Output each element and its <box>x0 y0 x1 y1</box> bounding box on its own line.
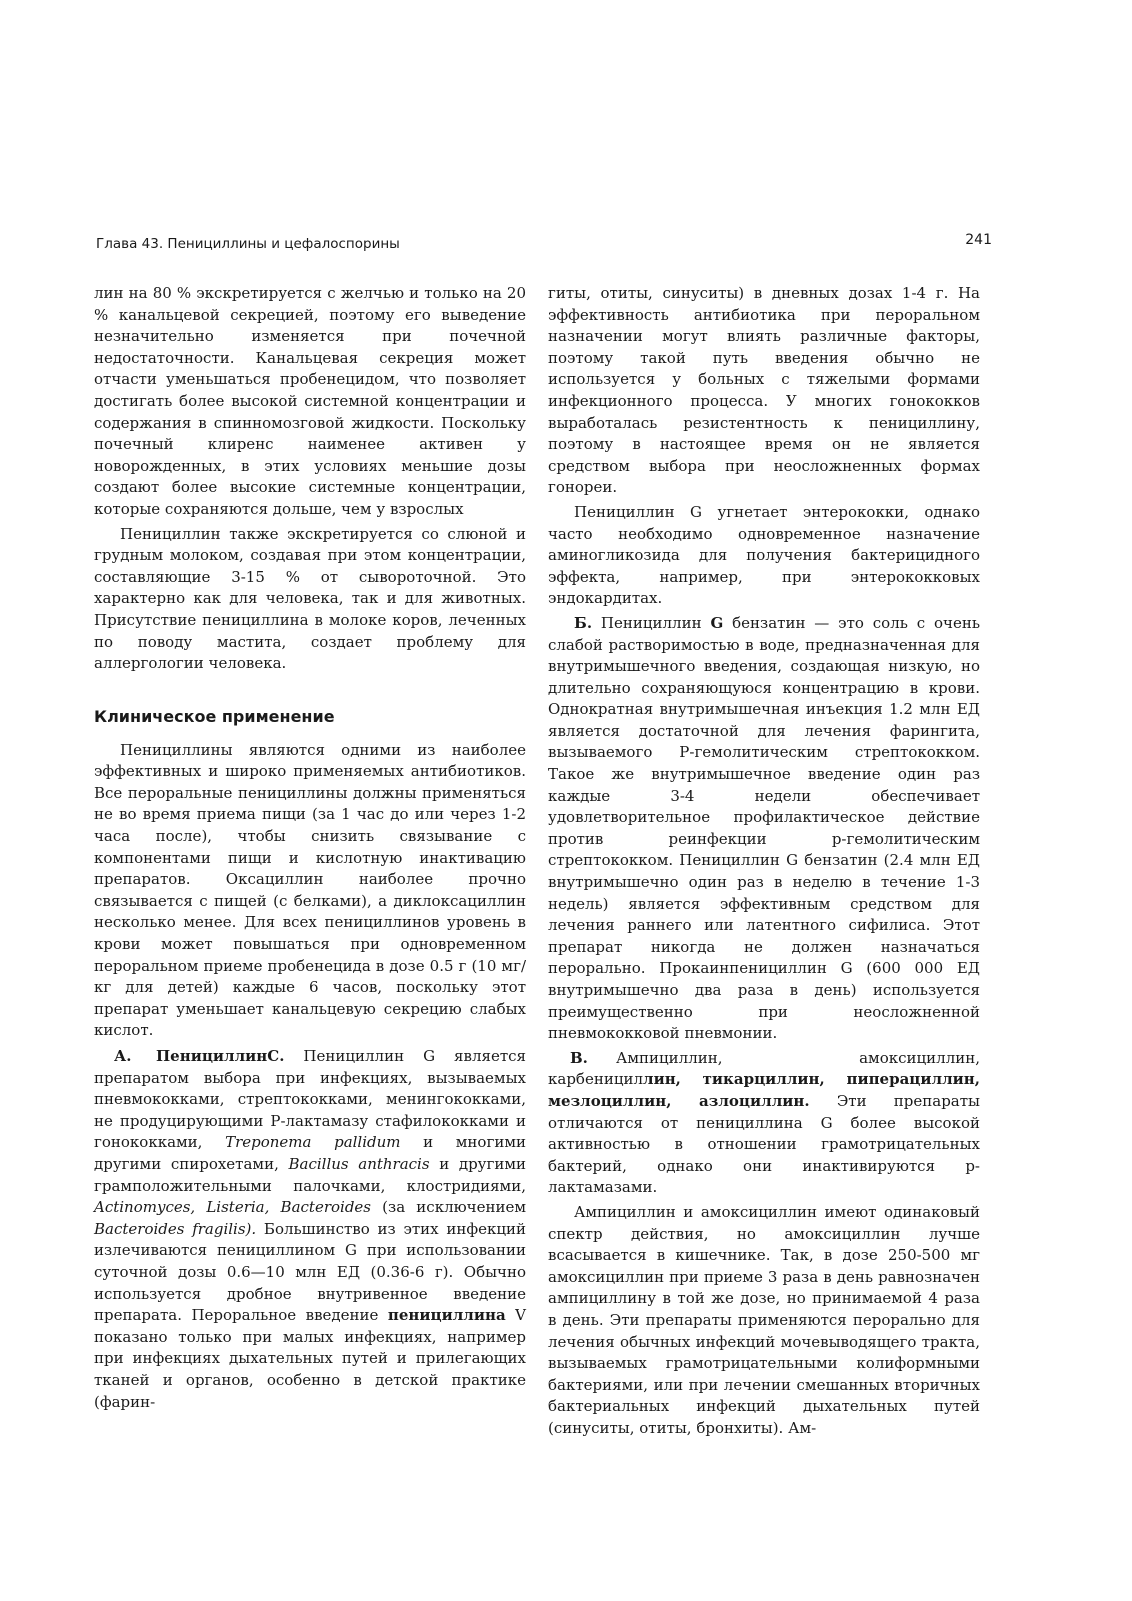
item-v-text-1: Ампициллин, амоксициллин, карбеницил <box>548 1048 980 1089</box>
item-a-organism-2: Bacillus anthracis <box>288 1154 430 1173</box>
section-heading: Клиническое применение <box>94 706 335 726</box>
item-v-ampicillin <box>548 1048 980 1199</box>
item-a-title: ПенициллинС. <box>156 1047 285 1065</box>
item-a-organism-4: Bacteroides fragilis). <box>94 1219 257 1238</box>
page-number: 241 <box>965 232 992 248</box>
item-v-drug-list: лин, тикарциллин, пиперациллин, мезлоциллин, азлоциллин. <box>548 1070 980 1110</box>
item-a-text-6: V показано только при малых инфекциях, например при инфекциях дыхательных путей и прилегающих тканей и органов, особенно в детской практике (фарин- <box>94 1306 526 1411</box>
paragraph-amoxicillin: Ампициллин и амоксициллин имеют одинаковый спектр действия, но амоксициллин лучше всасывается в кишечнике. Так, в дозе 250-500 мг амоксициллин при приеме 3 раза в день равнозначен ампициллину в той же дозе, но принимаемой 4 раза в день. Эти препараты применяются перорально для лечения обычных инфекций мочевыводящего тракта, вызываемых грамотрицательными колиформными бактериями, или при лечении смешанных вторичных бактериальных инфекций дыхательных путей (синуситы, отиты, бронхиты). Ам- <box>548 1202 980 1437</box>
item-a-bold-penicillin: пенициллина <box>387 1306 506 1325</box>
item-v-label: В. <box>570 1048 588 1067</box>
item-a-text-5: Большинство из этих инфекций излечиваются пенициллином G при использовании суточной дозы 0.6—10 млн ЕД (0.36-6 г). Обычно используется дробное внутривенное введение препарата. Пероральное введение <box>94 1219 526 1325</box>
paragraph-excretion-milk: Пенициллин также экскретируется со слюной и грудным молоком, создавая при этом концентрации, составляющие 3-15 % от сывороточной. Это характерно как для человека, так и для животных. Присутствие пенициллина в молоке коров, леченных по поводу мастита, создает проблему для аллергологии человека. <box>94 524 526 673</box>
item-b-label: Б. <box>574 613 593 632</box>
paragraph-oral-use: гиты, отиты, синуситы) в дневных дозах 1-4 г. На эффективность антибиотика при пероральном назначении могут влиять различные факторы, поэтому такой путь введения обычно не используется у больных с тяжелыми формами инфекционного процесса. У многих гонококков выработалась резистентность к пенициллину, поэтому в настоящее время он не является средством выбора при неосложненных формах гонореи. <box>548 284 980 497</box>
running-header <box>96 232 992 254</box>
item-a-penicillin-g <box>94 1046 526 1413</box>
item-a-text-1: Пенициллин G является препаратом выбора при инфекциях, вызываемых пневмококками, стрептококками, менингококками, не продуцирующими Р-лактамазу стафилококками и гонококками, <box>94 1047 526 1152</box>
item-a-organism-3: Actinomyces, Listeria, Bacteroides <box>94 1198 371 1217</box>
item-a-text-4: (за исключением <box>371 1198 526 1217</box>
item-a-text-2: и многими другими спирохетами, <box>94 1133 526 1173</box>
item-b-text-1: Пенициллин <box>592 613 711 632</box>
paragraph-clinical-use: Пенициллины являются одними из наиболее эффективных и широко применяемых антибиотиков. Все пероральные пенициллины должны применяться не во время приема пищи (за 1 час до или через 1-2 часа после), чтобы снизить связывание с компонентами пищи и кислотную инактивацию препаратов. Оксациллин наиболее прочно связывается с пищей (с белками), а диклоксациллин несколько менее. Для всех пенициллинов уровень в крови может повышаться при одновременном пероральном приеме пробенецида в дозе 0.5 г (10 мг/кг для детей) каждые 6 часов, поскольку этот препарат уменьшает канальцевую секрецию слабых кислот. <box>94 740 526 1040</box>
right-column <box>548 283 980 1439</box>
item-b-bold-g: G <box>710 613 724 632</box>
item-v-text-2: Эти препараты отличаются от пенициллина G более высокой активностью в отношении грамотрицательных бактерий, однако они инактивируются р-лактамазами. <box>548 1091 980 1197</box>
left-column <box>94 283 526 1413</box>
chapter-title: Глава 43. Пенициллины и цефалоспорины <box>96 236 400 252</box>
item-b-text-2: бензатин — это соль с очень слабой растворимостью в воде, предназначенная для внутримышечного введения, создающая низкую, но длительно сохраняющуюся концентрацию в крови. Однократная внутримышечная инъекция 1.2 млн ЕД является достаточной для лечения фарингита, вызываемого Р-гемолитическим стрептококком. Такое же внутримышечное введение один раз каждые 3-4 недели обеспечивает удовлетворительное профилактическое действие против реинфекции р-гемолитическим стрептококком. Пенициллин G бензатин (2.4 млн ЕД внутримышечно один раз в неделю в течение 1-3 недель) является эффективным средством для лечения раннего или латентного сифилиса. Этот препарат никогда не должен назначаться перорально. Прокаинпенициллин G (600 000 ЕД внутримышечно два раза в день) используется преимущественно при неосложненной пневмококковой пневмонии. <box>548 613 981 1043</box>
item-a-organism-1: Treponema pallidum <box>225 1133 401 1152</box>
paragraph-enterococci: Пенициллин G угнетает энтерококки, однако часто необходимо одновременное назначение аминогликозида для получения бактерицидного эффекта, например, при энтерококковых эндокардитах. <box>548 502 980 608</box>
item-a-text-3: и другими грамположительными палочками, клостридиями, <box>94 1154 527 1195</box>
item-b-benzathine <box>548 613 980 1045</box>
paragraph-excretion-bile: лин на 80 % экскретируется с желчью и только на 20 % канальцевой секрецией, поэтому его выведение незначительно изменяется при почечной недостаточности. Канальцевая секреция может отчасти уменьшаться пробенецидом, что позволяет достигать более высокой системной концентрации и содержания в спинномозговой жидкости. Поскольку почечный клиренс наименее активен у новорожденных, в этих условиях меньшие дозы создают более высокие системные концентрации, которые сохраняются дольше, чем у взрослых <box>94 284 526 518</box>
item-a-label: А. <box>114 1047 132 1065</box>
